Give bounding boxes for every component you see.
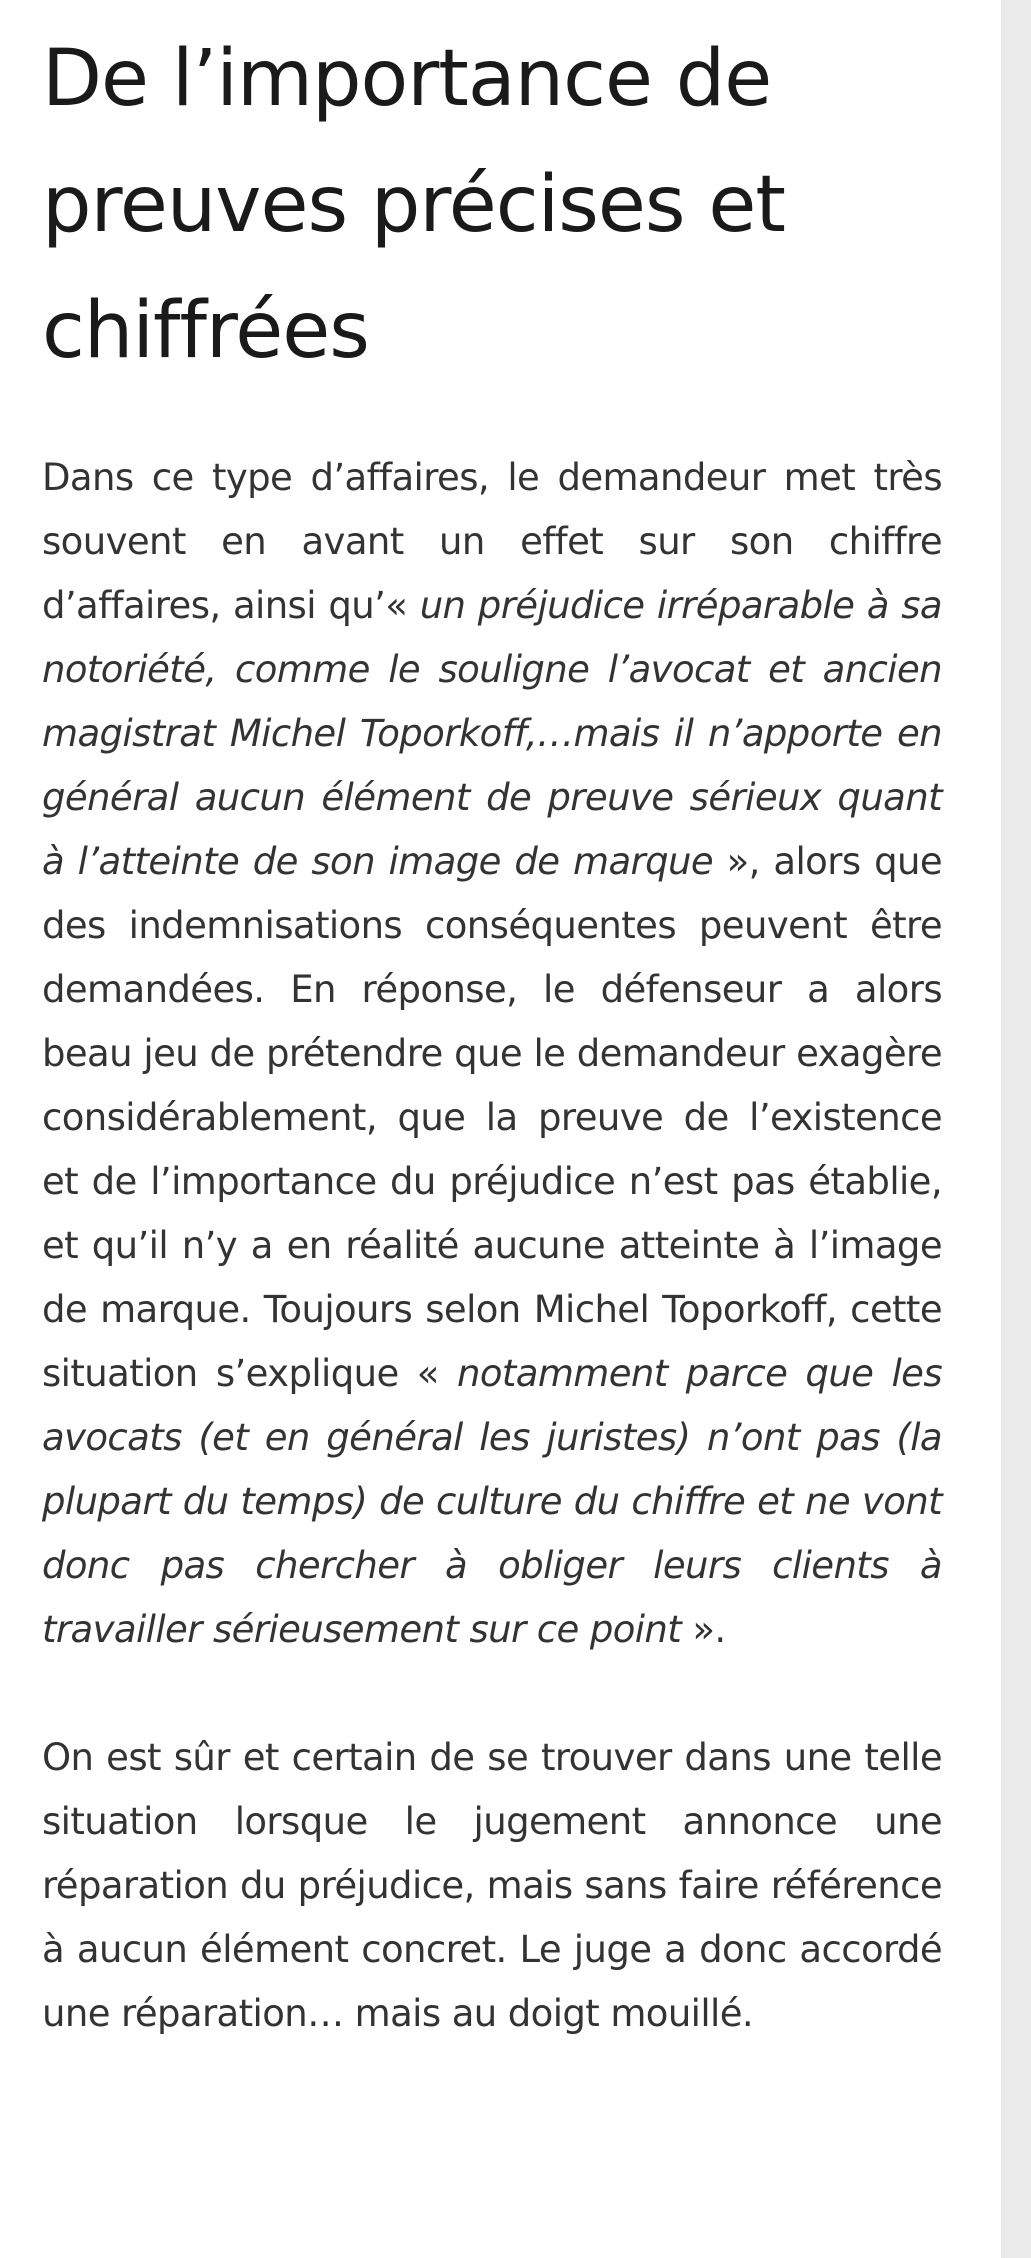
article-heading: De l’importance de preuves précises et chiffrées bbox=[42, 34, 785, 376]
paragraph-1-text-a: Dans ce type d’affaires, le demandeur met très souvent en avant un effet sur son chiffre d’affaires, ainsi qu’« bbox=[42, 456, 942, 627]
article-content bbox=[42, 0, 942, 2046]
paragraph-1-quote-a: un préjudice irréparable à sa notoriété, comme le souligne l’avocat et ancien magistrat Michel Toporkoff,…mais il n’apporte en général aucun élément de preuve sérieux quant à l’atteinte de son image de marque bbox=[42, 584, 942, 883]
scrollbar-gutter[interactable] bbox=[1001, 0, 1031, 2258]
paragraph-1 bbox=[42, 446, 942, 1662]
paragraph-1-quote-b: notamment parce que les avocats (et en général les juristes) n’ont pas (la plupart du temps) de culture du chiffre et ne vont donc pas chercher à obliger leurs clients à travailler sérieusement sur ce point bbox=[42, 1352, 943, 1651]
paragraph-1-text-c: ». bbox=[681, 1608, 726, 1651]
paragraph-1-text-b: », alors que des indemnisations conséquentes peuvent être demandées. En réponse, le défenseur a alors beau jeu de prétendre que le demandeur exagère considérablement, que la preuve de l’existence et de l’importance du préjudice n’est pas établie, et qu’il n’y a en réalité aucune atteinte à l’image de marque. Toujours selon Michel Toporkoff, cette situation s’explique « bbox=[42, 840, 942, 1395]
paragraph-2: On est sûr et certain de se trouver dans une telle situation lorsque le jugement annonce une réparation du préjudice, mais sans faire référence à aucun élément concret. Le juge a donc accordé une réparation… mais au doigt mouillé. bbox=[42, 1736, 942, 2035]
